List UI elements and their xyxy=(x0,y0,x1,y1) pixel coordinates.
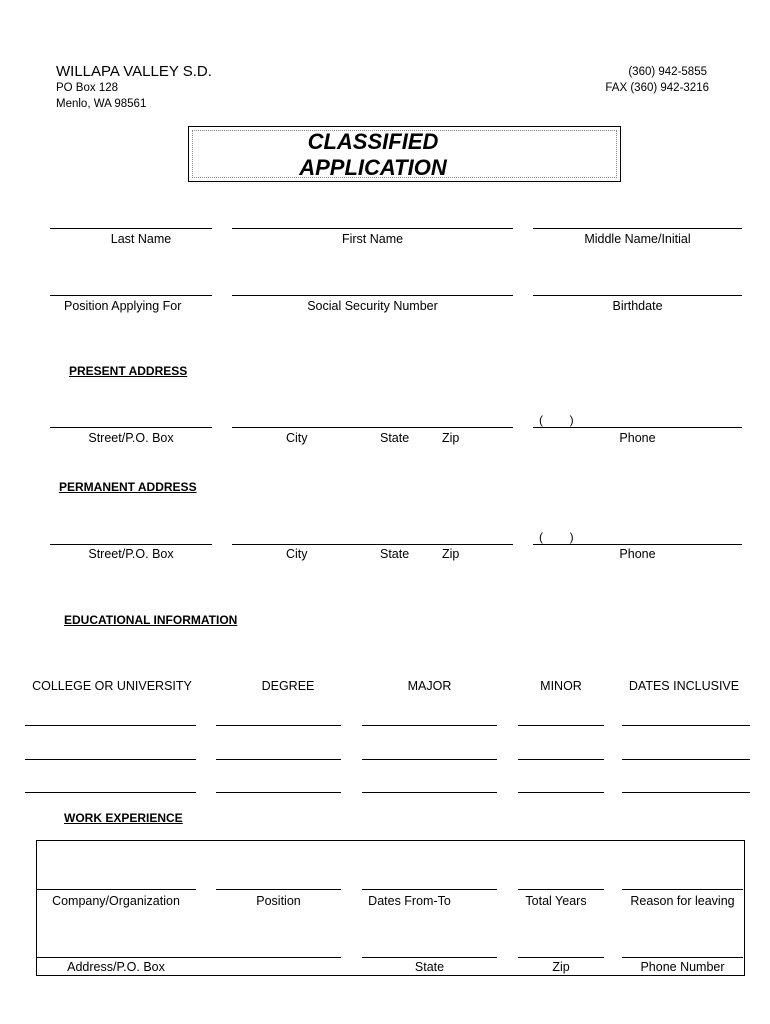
edu-row2-minor[interactable] xyxy=(518,759,604,760)
work-years-label: Total Years xyxy=(525,894,587,908)
edu-row1-college[interactable] xyxy=(25,725,196,726)
present-area-code: ( ) xyxy=(539,413,574,427)
permanent-city-state-zip-line[interactable] xyxy=(232,544,513,545)
education-col-college: COLLEGE OR UNIVERSITY xyxy=(32,679,192,693)
work-reason-line[interactable] xyxy=(622,889,743,890)
present-street-line[interactable] xyxy=(50,427,212,428)
permanent-city-label: City xyxy=(286,547,308,561)
org-fax: FAX (360) 942-3216 xyxy=(605,82,709,94)
edu-row3-major[interactable] xyxy=(362,792,497,793)
edu-row3-minor[interactable] xyxy=(518,792,604,793)
present-phone-label: Phone xyxy=(619,431,656,445)
work-zip-line[interactable] xyxy=(518,957,604,958)
middle-name-label: Middle Name/Initial xyxy=(584,232,691,246)
edu-row1-degree[interactable] xyxy=(216,725,341,726)
org-phone: (360) 942-5855 xyxy=(628,66,707,78)
birthdate-label: Birthdate xyxy=(612,299,663,313)
permanent-phone-label: Phone xyxy=(619,547,656,561)
present-address-heading: PRESENT ADDRESS xyxy=(69,364,188,378)
edu-row2-college[interactable] xyxy=(25,759,196,760)
present-city-label: City xyxy=(286,431,308,445)
permanent-street-line[interactable] xyxy=(50,544,212,545)
permanent-address-heading: PERMANENT ADDRESS xyxy=(59,480,197,494)
title-line1: CLASSIFIED xyxy=(307,129,439,154)
work-position-line[interactable] xyxy=(216,889,341,890)
work-dates-line[interactable] xyxy=(362,889,497,890)
work-zip-label: Zip xyxy=(552,960,570,974)
work-phone-line[interactable] xyxy=(622,957,743,958)
permanent-zip-label: Zip xyxy=(442,547,460,561)
birthdate-line[interactable] xyxy=(533,295,742,296)
permanent-area-code: ( ) xyxy=(539,530,574,544)
education-col-dates: DATES INCLUSIVE xyxy=(628,679,740,693)
work-phone-label: Phone Number xyxy=(640,960,725,974)
work-heading: WORK EXPERIENCE xyxy=(64,811,183,825)
edu-row1-major[interactable] xyxy=(362,725,497,726)
education-col-major: MAJOR xyxy=(407,679,452,693)
permanent-phone-line[interactable] xyxy=(533,544,742,545)
permanent-street-label: Street/P.O. Box xyxy=(88,547,174,561)
present-city-state-zip-line[interactable] xyxy=(232,427,513,428)
work-years-line[interactable] xyxy=(518,889,604,890)
work-state-line[interactable] xyxy=(362,957,497,958)
position-line[interactable] xyxy=(50,295,212,296)
org-name: WILLAPA VALLEY S.D. xyxy=(56,63,212,80)
edu-row2-dates[interactable] xyxy=(622,759,750,760)
org-address-line1: PO Box 128 xyxy=(56,82,119,94)
ssn-label: Social Security Number xyxy=(307,299,438,313)
work-experience-box xyxy=(36,840,745,976)
title-line2: APPLICATION xyxy=(299,155,447,180)
work-state-label: State xyxy=(414,960,445,974)
work-position-label: Position xyxy=(256,894,301,908)
middle-name-line[interactable] xyxy=(533,228,742,229)
edu-row1-minor[interactable] xyxy=(518,725,604,726)
present-zip-label: Zip xyxy=(442,431,460,445)
org-address-line2: Menlo, WA 98561 xyxy=(56,98,147,110)
work-address-line[interactable] xyxy=(36,957,341,958)
edu-row3-degree[interactable] xyxy=(216,792,341,793)
work-address-label: Address/P.O. Box xyxy=(67,960,165,974)
present-phone-line[interactable] xyxy=(533,427,742,428)
work-company-label: Company/Organization xyxy=(52,894,180,908)
edu-row1-dates[interactable] xyxy=(622,725,750,726)
permanent-state-label: State xyxy=(380,547,410,561)
edu-row3-college[interactable] xyxy=(25,792,196,793)
first-name-label: First Name xyxy=(341,232,404,246)
edu-row3-dates[interactable] xyxy=(622,792,750,793)
work-reason-label: Reason for leaving xyxy=(630,894,735,908)
last-name-label: Last Name xyxy=(110,232,172,246)
edu-row2-major[interactable] xyxy=(362,759,497,760)
edu-row2-degree[interactable] xyxy=(216,759,341,760)
education-col-minor: MINOR xyxy=(540,679,582,693)
first-name-line[interactable] xyxy=(232,228,513,229)
education-col-degree: DEGREE xyxy=(261,679,315,693)
education-heading: EDUCATIONAL INFORMATION xyxy=(64,613,238,627)
ssn-line[interactable] xyxy=(232,295,513,296)
work-company-line[interactable] xyxy=(36,889,196,890)
last-name-line[interactable] xyxy=(50,228,212,229)
present-state-label: State xyxy=(380,431,410,445)
work-dates-label: Dates From-To xyxy=(368,894,451,908)
present-street-label: Street/P.O. Box xyxy=(88,431,174,445)
position-label: Position Applying For xyxy=(64,299,182,313)
